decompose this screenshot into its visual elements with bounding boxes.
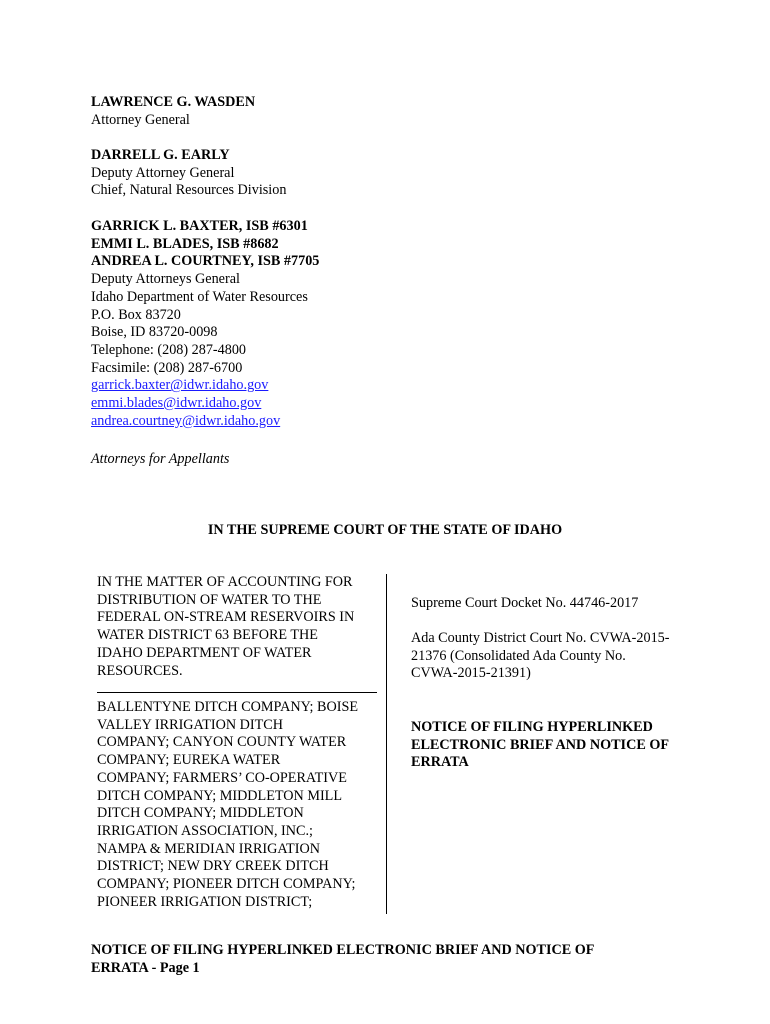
attorney-2: EMMI L. BLADES, ISB #8682 bbox=[91, 235, 279, 252]
caption-matter-line: WATER DISTRICT 63 BEFORE THE bbox=[97, 627, 318, 644]
address-line: Deputy Attorneys General bbox=[91, 271, 240, 288]
address-line: Idaho Department of Water Resources bbox=[91, 288, 308, 305]
caption-party-line: DISTRICT; NEW DRY CREEK DITCH bbox=[97, 858, 329, 875]
caption-party-line: IRRIGATION ASSOCIATION, INC.; bbox=[97, 822, 313, 839]
deputy-title-2: Chief, Natural Resources Division bbox=[91, 182, 287, 199]
caption-party-line: COMPANY; CANYON COUNTY WATER bbox=[97, 734, 347, 751]
caption-party-line: BALLENTYNE DITCH COMPANY; BOISE bbox=[97, 699, 359, 715]
caption-party-line: DITCH COMPANY; MIDDLETON bbox=[97, 805, 304, 822]
attorney-3: ANDREA L. COURTNEY, ISB #7705 bbox=[91, 253, 320, 270]
footer-line-2: ERRATA - Page 1 bbox=[91, 959, 200, 976]
district-court-number bbox=[411, 630, 711, 683]
deputy-title-1: Deputy Attorney General bbox=[91, 164, 235, 181]
caption-matter-line: RESOURCES. bbox=[97, 662, 183, 679]
attorney-1: GARRICK L. BAXTER, ISB #6301 bbox=[91, 218, 308, 234]
document-title bbox=[411, 719, 711, 772]
facsimile-line: Facsimile: (208) 287-6700 bbox=[91, 359, 243, 376]
caption-party-line: COMPANY; EUREKA WATER bbox=[97, 752, 281, 769]
district-court-line: Ada County District Court No. CVWA-2015- bbox=[411, 630, 670, 646]
telephone-line: Telephone: (208) 287-4800 bbox=[91, 341, 247, 358]
page-footer bbox=[91, 942, 691, 977]
caption-divider-rule bbox=[97, 692, 377, 693]
caption-matter-line: IN THE MATTER OF ACCOUNTING FOR bbox=[97, 574, 353, 590]
caption-matter-line: IDAHO DEPARTMENT OF WATER bbox=[97, 644, 312, 661]
email-link-blades[interactable]: emmi.blades@idwr.idaho.gov bbox=[91, 395, 262, 412]
caption-party-line: PIONEER IRRIGATION DISTRICT; bbox=[97, 893, 313, 910]
caption-party-line: VALLEY IRRIGATION DITCH bbox=[97, 716, 283, 733]
email-link-baxter[interactable]: garrick.baxter@idwr.idaho.gov bbox=[91, 377, 269, 394]
ag-name: LAWRENCE G. WASDEN bbox=[91, 94, 256, 110]
deputy-block bbox=[91, 147, 591, 200]
address-line: P.O. Box 83720 bbox=[91, 306, 181, 323]
caption-party-line: COMPANY; PIONEER DITCH COMPANY; bbox=[97, 876, 356, 893]
court-title: IN THE SUPREME COURT OF THE STATE OF IDAHO bbox=[207, 522, 563, 538]
district-court-line: 21376 (Consolidated Ada County No. bbox=[411, 647, 626, 664]
caption-matter bbox=[97, 574, 382, 680]
caption-vertical-divider bbox=[386, 574, 387, 914]
caption-matter-line: DISTRIBUTION OF WATER TO THE bbox=[97, 591, 322, 608]
caption-party-line: COMPANY; FARMERS’ CO-OPERATIVE bbox=[97, 769, 347, 786]
counsel-block bbox=[91, 218, 591, 430]
document-title-line: ERRATA bbox=[411, 754, 469, 771]
supreme-court-docket: Supreme Court Docket No. 44746-2017 bbox=[411, 595, 639, 611]
document-title-line: NOTICE OF FILING HYPERLINKED bbox=[411, 719, 653, 735]
footer-line-1: NOTICE OF FILING HYPERLINKED ELECTRONIC BRIEF AND NOTICE OF bbox=[91, 942, 595, 958]
ag-title: Attorney General bbox=[91, 111, 190, 128]
document-title-line: ELECTRONIC BRIEF AND NOTICE OF bbox=[411, 736, 670, 753]
address-line: Boise, ID 83720-0098 bbox=[91, 324, 218, 341]
district-court-line: CVWA-2015-21391) bbox=[411, 665, 531, 682]
caption-party-line: DITCH COMPANY; MIDDLETON MILL bbox=[97, 787, 343, 804]
caption-parties bbox=[97, 699, 382, 911]
deputy-name: DARRELL G. EARLY bbox=[91, 147, 230, 163]
attorneys-for: Attorneys for Appellants bbox=[91, 451, 230, 467]
caption-party-line: NAMPA & MERIDIAN IRRIGATION bbox=[97, 840, 320, 857]
email-link-courtney[interactable]: andrea.courtney@idwr.idaho.gov bbox=[91, 412, 281, 429]
attorney-general-block bbox=[91, 94, 591, 129]
caption-matter-line: FEDERAL ON-STREAM RESERVOIRS IN bbox=[97, 609, 355, 626]
